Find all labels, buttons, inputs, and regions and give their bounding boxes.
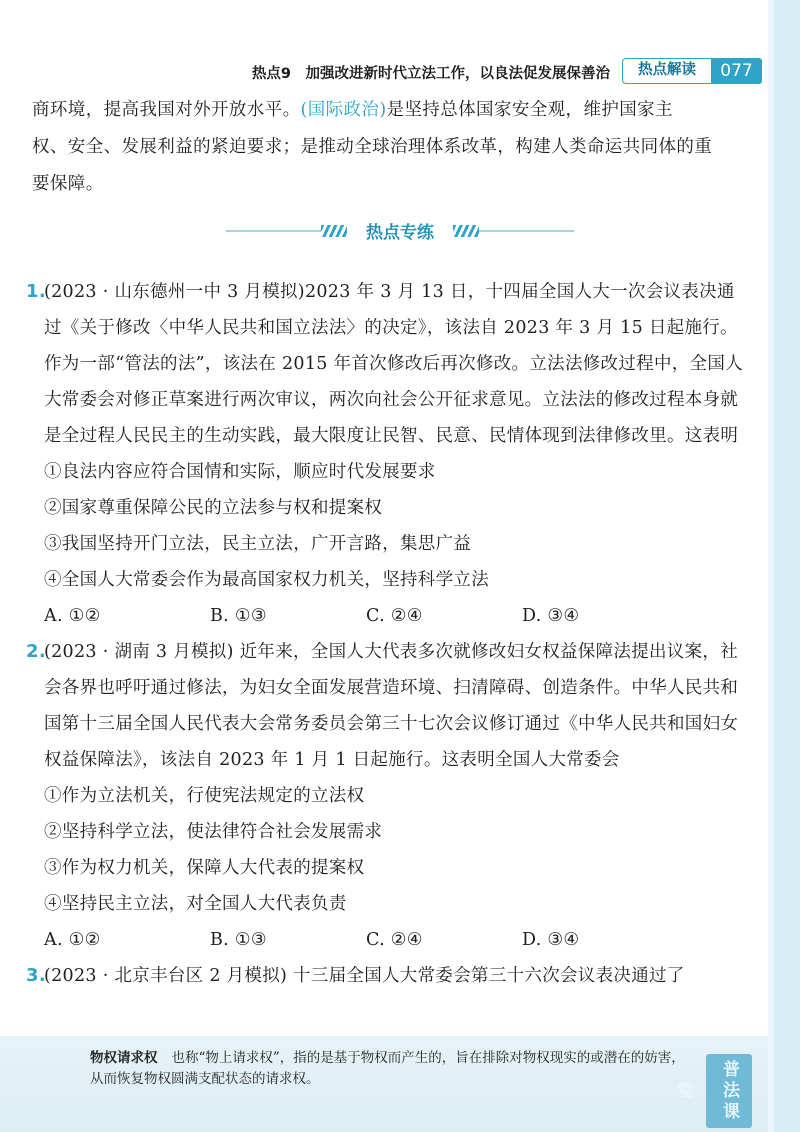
option-statement: ③作为权力机关，保障人大代表的提案权 bbox=[44, 858, 365, 878]
option-statement: ②国家尊重保障公民的立法参与权和提案权 bbox=[44, 498, 383, 518]
header-section-label: 热点解读 bbox=[638, 62, 696, 78]
note-stamp-label: 普法课堂 bbox=[706, 1054, 752, 1128]
intro-line-3: 要保障。 bbox=[32, 174, 104, 194]
title-decoration-left bbox=[226, 225, 321, 237]
answer-choices bbox=[44, 922, 748, 958]
header-topic: 热点9 加强改进新时代立法工作，以良法促发展保善治 bbox=[251, 66, 610, 82]
page-header bbox=[0, 56, 800, 86]
choice-c: C. ②④ bbox=[366, 606, 423, 626]
question-stem: (2023 · 湖南 3 月模拟) 近年来，全国人大代表多次就修改妇女权益保障法提出议案，社会各界也呼吁通过修法，为妇女全面发展营造环境、扫清障碍、创造条件。中华人民共和国第十三届全国人民代表大会常务委员会第三十七次会议修订通过《中华人民共和国妇女权益保障法》，该法自 2023 年 1 月 1 日起施行。这表明全国人大常委会 bbox=[44, 642, 739, 770]
answer-choices bbox=[44, 598, 748, 634]
question-stem: (2023 · 山东德州一中 3 月模拟)2023 年 3 月 13 日，十四届全国人大一次会议表决通过《关于修改〈中华人民共和国立法法〉的决定》，该法自 2023 年 3 月 15 日起施行。作为一部“管法的法”，该法在 2015 年首次修改后再次修改。立法法修改过程中，全国人大常委会对修正草案进行两次审议，两次向社会公开征求意见。立法法的修改过程本身就是全过程人民民主的生动实践，最大限度让民智、民意、民情体现到法律修改里。这表明 bbox=[44, 282, 743, 446]
choice-b: B. ①③ bbox=[210, 930, 267, 950]
question-stem: (2023 · 北京丰台区 2 月模拟) 十三届全国人大常委会第三十六次会议表决通过了 bbox=[44, 966, 685, 986]
title-stripe-left bbox=[321, 225, 347, 237]
question-number: 1. bbox=[26, 281, 46, 302]
title-stripe-right bbox=[453, 225, 479, 237]
title-decoration-right bbox=[479, 225, 574, 237]
section-title bbox=[0, 218, 800, 248]
note-definition: 也称“物上请求权”，指的是基于物权而产生的，旨在排除对物权现实的或潜在的妨害，从而恢复物权圆满支配状态的请求权。 bbox=[90, 1050, 685, 1087]
question-number: 2. bbox=[26, 641, 46, 662]
choice-c: C. ②④ bbox=[366, 930, 423, 950]
section-title-label: 热点专练 bbox=[366, 223, 434, 243]
choice-a: A. ①② bbox=[44, 930, 101, 950]
option-statement: ②坚持科学立法，使法律符合社会发展需求 bbox=[44, 822, 383, 842]
option-statement: ④全国人大常委会作为最高国家权力机关，坚持科学立法 bbox=[44, 570, 489, 590]
question-3 bbox=[28, 958, 748, 994]
question-2 bbox=[28, 634, 748, 958]
question-list bbox=[28, 274, 748, 994]
header-badge bbox=[622, 58, 762, 84]
choice-d: D. ③④ bbox=[522, 606, 580, 626]
note-term: 物权请求权 bbox=[90, 1050, 158, 1066]
footer-note-text bbox=[90, 1048, 690, 1090]
option-statement: ③我国坚持开门立法，民主立法，广开言路，集思广益 bbox=[44, 534, 472, 554]
choice-b: B. ①③ bbox=[210, 606, 267, 626]
choice-a: A. ①② bbox=[44, 606, 101, 626]
question-number: 3. bbox=[26, 965, 46, 986]
intro-line-2: 权、安全、发展利益的紧迫要求；是推动全球治理体系改革，构建人类命运共同体的重 bbox=[32, 137, 713, 157]
intro-line-1: 商环境，提高我国对外开放水平。(国际政治)是坚持总体国家安全观，维护国家主 bbox=[32, 100, 673, 120]
intro-paragraph bbox=[32, 92, 732, 203]
question-1 bbox=[28, 274, 748, 634]
page-edge-strip bbox=[768, 0, 800, 1132]
option-statement: ④坚持民主立法，对全国人大代表负责 bbox=[44, 894, 347, 914]
choice-d: D. ③④ bbox=[522, 930, 580, 950]
option-statement: ①作为立法机关，行使宪法规定的立法权 bbox=[44, 786, 365, 806]
page-number: 077 bbox=[711, 58, 762, 84]
option-statement: ①良法内容应符合国情和实际，顺应时代发展要求 bbox=[44, 462, 436, 482]
footer-note-box bbox=[0, 1036, 768, 1132]
highlight-term: (国际政治) bbox=[300, 100, 387, 120]
